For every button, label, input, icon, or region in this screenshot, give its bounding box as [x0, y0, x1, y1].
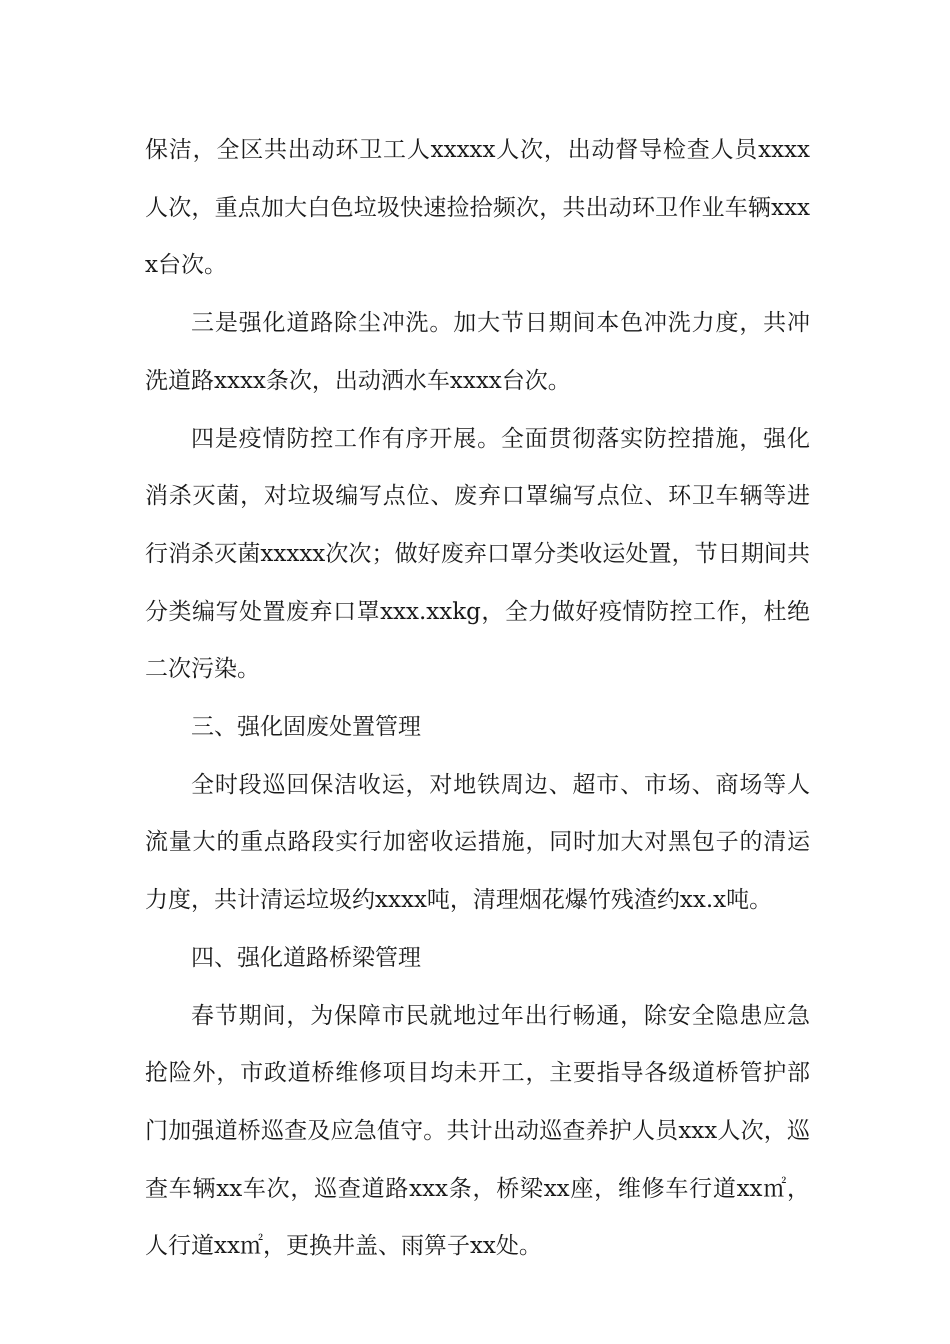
paragraph-sanitation-summary: 保洁，全区共出动环卫工人xxxxx人次，出动督导检查人员xxxx人次，重点加大白色垃圾快速捡拾频次，共出动环卫作业车辆xxxx台次。 — [145, 137, 810, 279]
paragraph-road-bridge-management: 春节期间，为保障市民就地过年出行畅通，除安全隐患应急抢险外，市政道桥维修项目均未开工，主要指导各级道桥管护部门加强道桥巡查及应急值守。共计出动巡查养护人员xxx人次，巡查车辆xx车次，巡查道路xxx条，桥梁xx座，维修车行道xx㎡，人行道xx㎡，更换井盖、雨箅子xx处。 — [145, 1002, 810, 1260]
paragraph-road-dust-flushing: 三是强化道路除尘冲洗。加大节日期间本色冲洗力度，共冲洗道路xxxx条次，出动洒水车xxxx台次。 — [145, 310, 810, 394]
document-body — [145, 122, 810, 1276]
paragraph-epidemic-prevention: 四是疫情防控工作有序开展。全面贯彻落实防控措施，强化消杀灭菌，对垃圾编写点位、废弃口罩编写点位、环卫车辆等进行消杀灭菌xxxxx次次；做好废弃口罩分类收运处置，节日期间共分类编写处置废弃口罩xxx.xxkg，全力做好疫情防控工作，杜绝二次污染。 — [145, 425, 810, 683]
section-heading-road-bridge: 四、强化道路桥梁管理 — [191, 944, 421, 971]
paragraph-solid-waste-collection: 全时段巡回保洁收运，对地铁周边、超市、市场、商场等人流量大的重点路段实行加密收运措施，同时加大对黑包子的清运力度，共计清运垃圾约xxxx吨，清理烟花爆竹残渣约xx.x吨。 — [145, 771, 810, 914]
section-heading-solid-waste: 三、强化固废处置管理 — [191, 714, 421, 741]
